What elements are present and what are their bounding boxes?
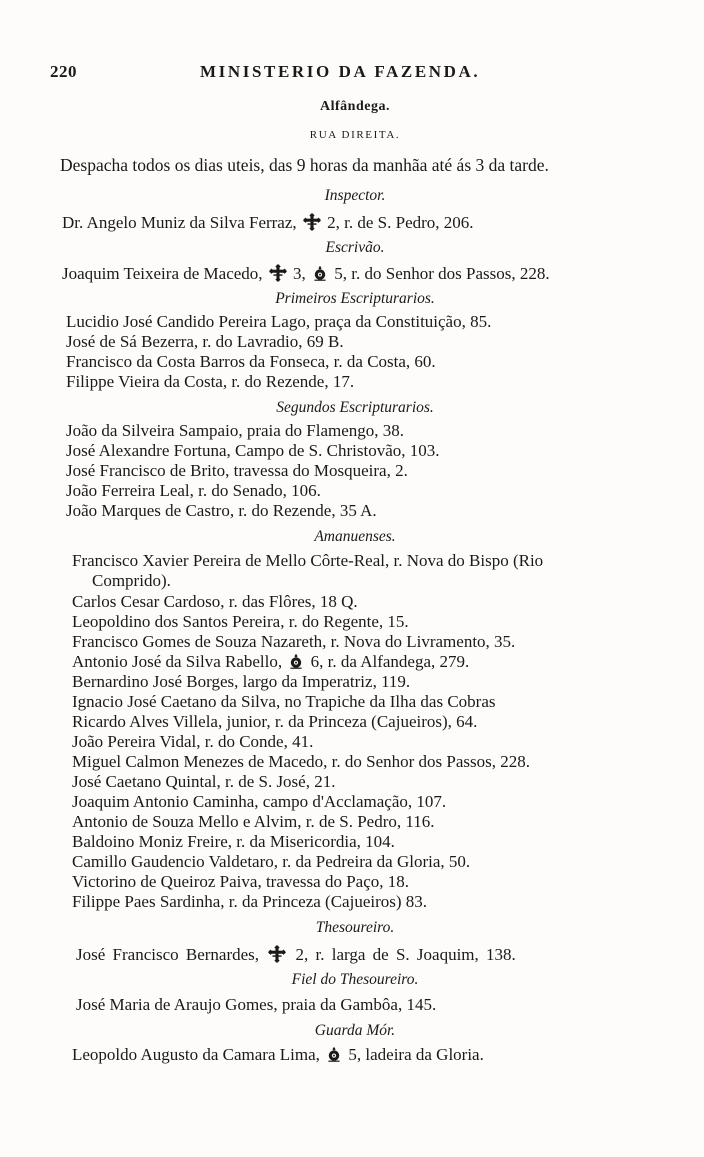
role-heading-amanuenses: Amanuenses. bbox=[314, 528, 396, 545]
entry-text: Joaquim Teixeira de Macedo, bbox=[62, 264, 263, 283]
section-subtitle: RUA DIREITA. bbox=[309, 129, 401, 141]
list-item: Miguel Calmon Menezes de Macedo, r. do Senhor dos Passos, 228. bbox=[72, 752, 530, 771]
list-item-continuation: Comprido). bbox=[92, 571, 171, 590]
order-rosette-icon bbox=[326, 1046, 342, 1062]
list-item: Bernardino José Borges, largo da Imperatriz, 119. bbox=[72, 672, 411, 691]
role-heading-primeiros: Primeiros Escripturarios. bbox=[275, 290, 435, 307]
list-item: Francisco da Costa Barros da Fonseca, r. da Costa, 60. bbox=[66, 352, 436, 371]
list-item: José Alexandre Fortuna, Campo de S. Christovão, 103. bbox=[66, 441, 440, 460]
list-item: Camillo Gaudencio Valdetaro, r. da Pedreira da Gloria, 50. bbox=[72, 852, 471, 871]
entry-text: 5, ladeira da Gloria. bbox=[348, 1045, 484, 1064]
order-cross-icon bbox=[268, 945, 286, 963]
list-item: Joaquim Antonio Caminha, campo d'Acclamação, 107. bbox=[72, 792, 447, 811]
entry-thesoureiro bbox=[76, 945, 516, 963]
opening-hours: Despacha todos os dias uteis, das 9 horas da manhãa até ás 3 da tarde. bbox=[60, 155, 549, 175]
list-item: Ricardo Alves Villela, junior, r. da Princeza (Cajueiros), 64. bbox=[72, 712, 478, 731]
section-title: Alfândega. bbox=[320, 99, 390, 114]
list-item: Victorino de Queiroz Paiva, travessa do Paço, 18. bbox=[72, 872, 409, 891]
order-rosette-icon bbox=[312, 265, 328, 281]
list-item bbox=[72, 653, 469, 670]
list-item: Carlos Cesar Cardoso, r. das Flôres, 18 Q. bbox=[72, 592, 358, 611]
entry-text: 6, r. da Alfandega, 279. bbox=[310, 652, 470, 671]
list-item: Leopoldino dos Santos Pereira, r. do Regente, 15. bbox=[72, 612, 409, 631]
list-item: João Ferreira Leal, r. do Senado, 106. bbox=[66, 481, 321, 500]
entry-guarda-mor bbox=[72, 1046, 484, 1063]
list-item: Filippe Vieira da Costa, r. do Rezende, 17. bbox=[66, 372, 355, 391]
entry-text: José Francisco Bernardes, bbox=[76, 945, 260, 964]
running-head: MINISTERIO DA FAZENDA. bbox=[200, 62, 481, 81]
list-item: José Francisco de Brito, travessa do Mosqueira, 2. bbox=[66, 461, 408, 480]
list-item: Francisco Gomes de Souza Nazareth, r. Nova do Livramento, 35. bbox=[72, 632, 516, 651]
entry-text: 5, r. do Senhor dos Passos, 228. bbox=[334, 264, 550, 283]
order-cross-icon bbox=[303, 213, 321, 231]
list-item: José Caetano Quintal, r. de S. José, 21. bbox=[72, 772, 336, 791]
list-item: Lucidio José Candido Pereira Lago, praça da Constituição, 85. bbox=[66, 312, 492, 331]
list-item: Baldoino Moniz Freire, r. da Misericordia, 104. bbox=[72, 832, 395, 851]
entry-text: Leopoldo Augusto da Camara Lima, bbox=[72, 1045, 320, 1064]
entry-fiel: José Maria de Araujo Gomes, praia da Gambôa, 145. bbox=[76, 995, 437, 1014]
list-item: José de Sá Bezerra, r. do Lavradio, 69 B. bbox=[66, 332, 344, 351]
entry-escrivao bbox=[62, 264, 550, 282]
list-item: João Marques de Castro, r. do Rezende, 35 A. bbox=[66, 501, 377, 520]
list-item: Antonio de Souza Mello e Alvim, r. de S. Pedro, 116. bbox=[72, 812, 435, 831]
list-item: Filippe Paes Sardinha, r. da Princeza (Cajueiros) 83. bbox=[72, 892, 428, 911]
order-cross-icon bbox=[269, 264, 287, 282]
list-item: Ignacio José Caetano da Silva, no Trapiche da Ilha das Cobras bbox=[72, 692, 496, 711]
role-heading-guarda-mor: Guarda Mór. bbox=[314, 1022, 396, 1039]
role-heading-thesoureiro: Thesoureiro. bbox=[315, 919, 395, 936]
list-item: João Pereira Vidal, r. do Conde, 41. bbox=[72, 732, 314, 751]
entry-text: Antonio José da Silva Rabello, bbox=[72, 652, 283, 671]
page-header bbox=[50, 62, 650, 88]
entry-text: 2, r. larga de S. Joaquim, 138. bbox=[295, 945, 516, 964]
role-heading-escrivao: Escrivão. bbox=[325, 239, 385, 256]
order-rosette-icon bbox=[288, 653, 304, 669]
role-heading-fiel: Fiel do Thesoureiro. bbox=[291, 971, 419, 988]
page-number: 220 bbox=[50, 62, 77, 81]
entry-text: Dr. Angelo Muniz da Silva Ferraz, bbox=[62, 213, 297, 232]
role-heading-inspector: Inspector. bbox=[324, 187, 386, 204]
list-item: João da Silveira Sampaio, praia do Flamengo, 38. bbox=[66, 421, 405, 440]
entry-inspector bbox=[62, 213, 474, 231]
role-heading-segundos: Segundos Escripturarios. bbox=[276, 399, 434, 416]
entry-text: 3, bbox=[293, 264, 306, 283]
entry-text: 2, r. de S. Pedro, 206. bbox=[327, 213, 474, 232]
list-item: Francisco Xavier Pereira de Mello Côrte-Real, r. Nova do Bispo (Rio bbox=[72, 551, 544, 570]
